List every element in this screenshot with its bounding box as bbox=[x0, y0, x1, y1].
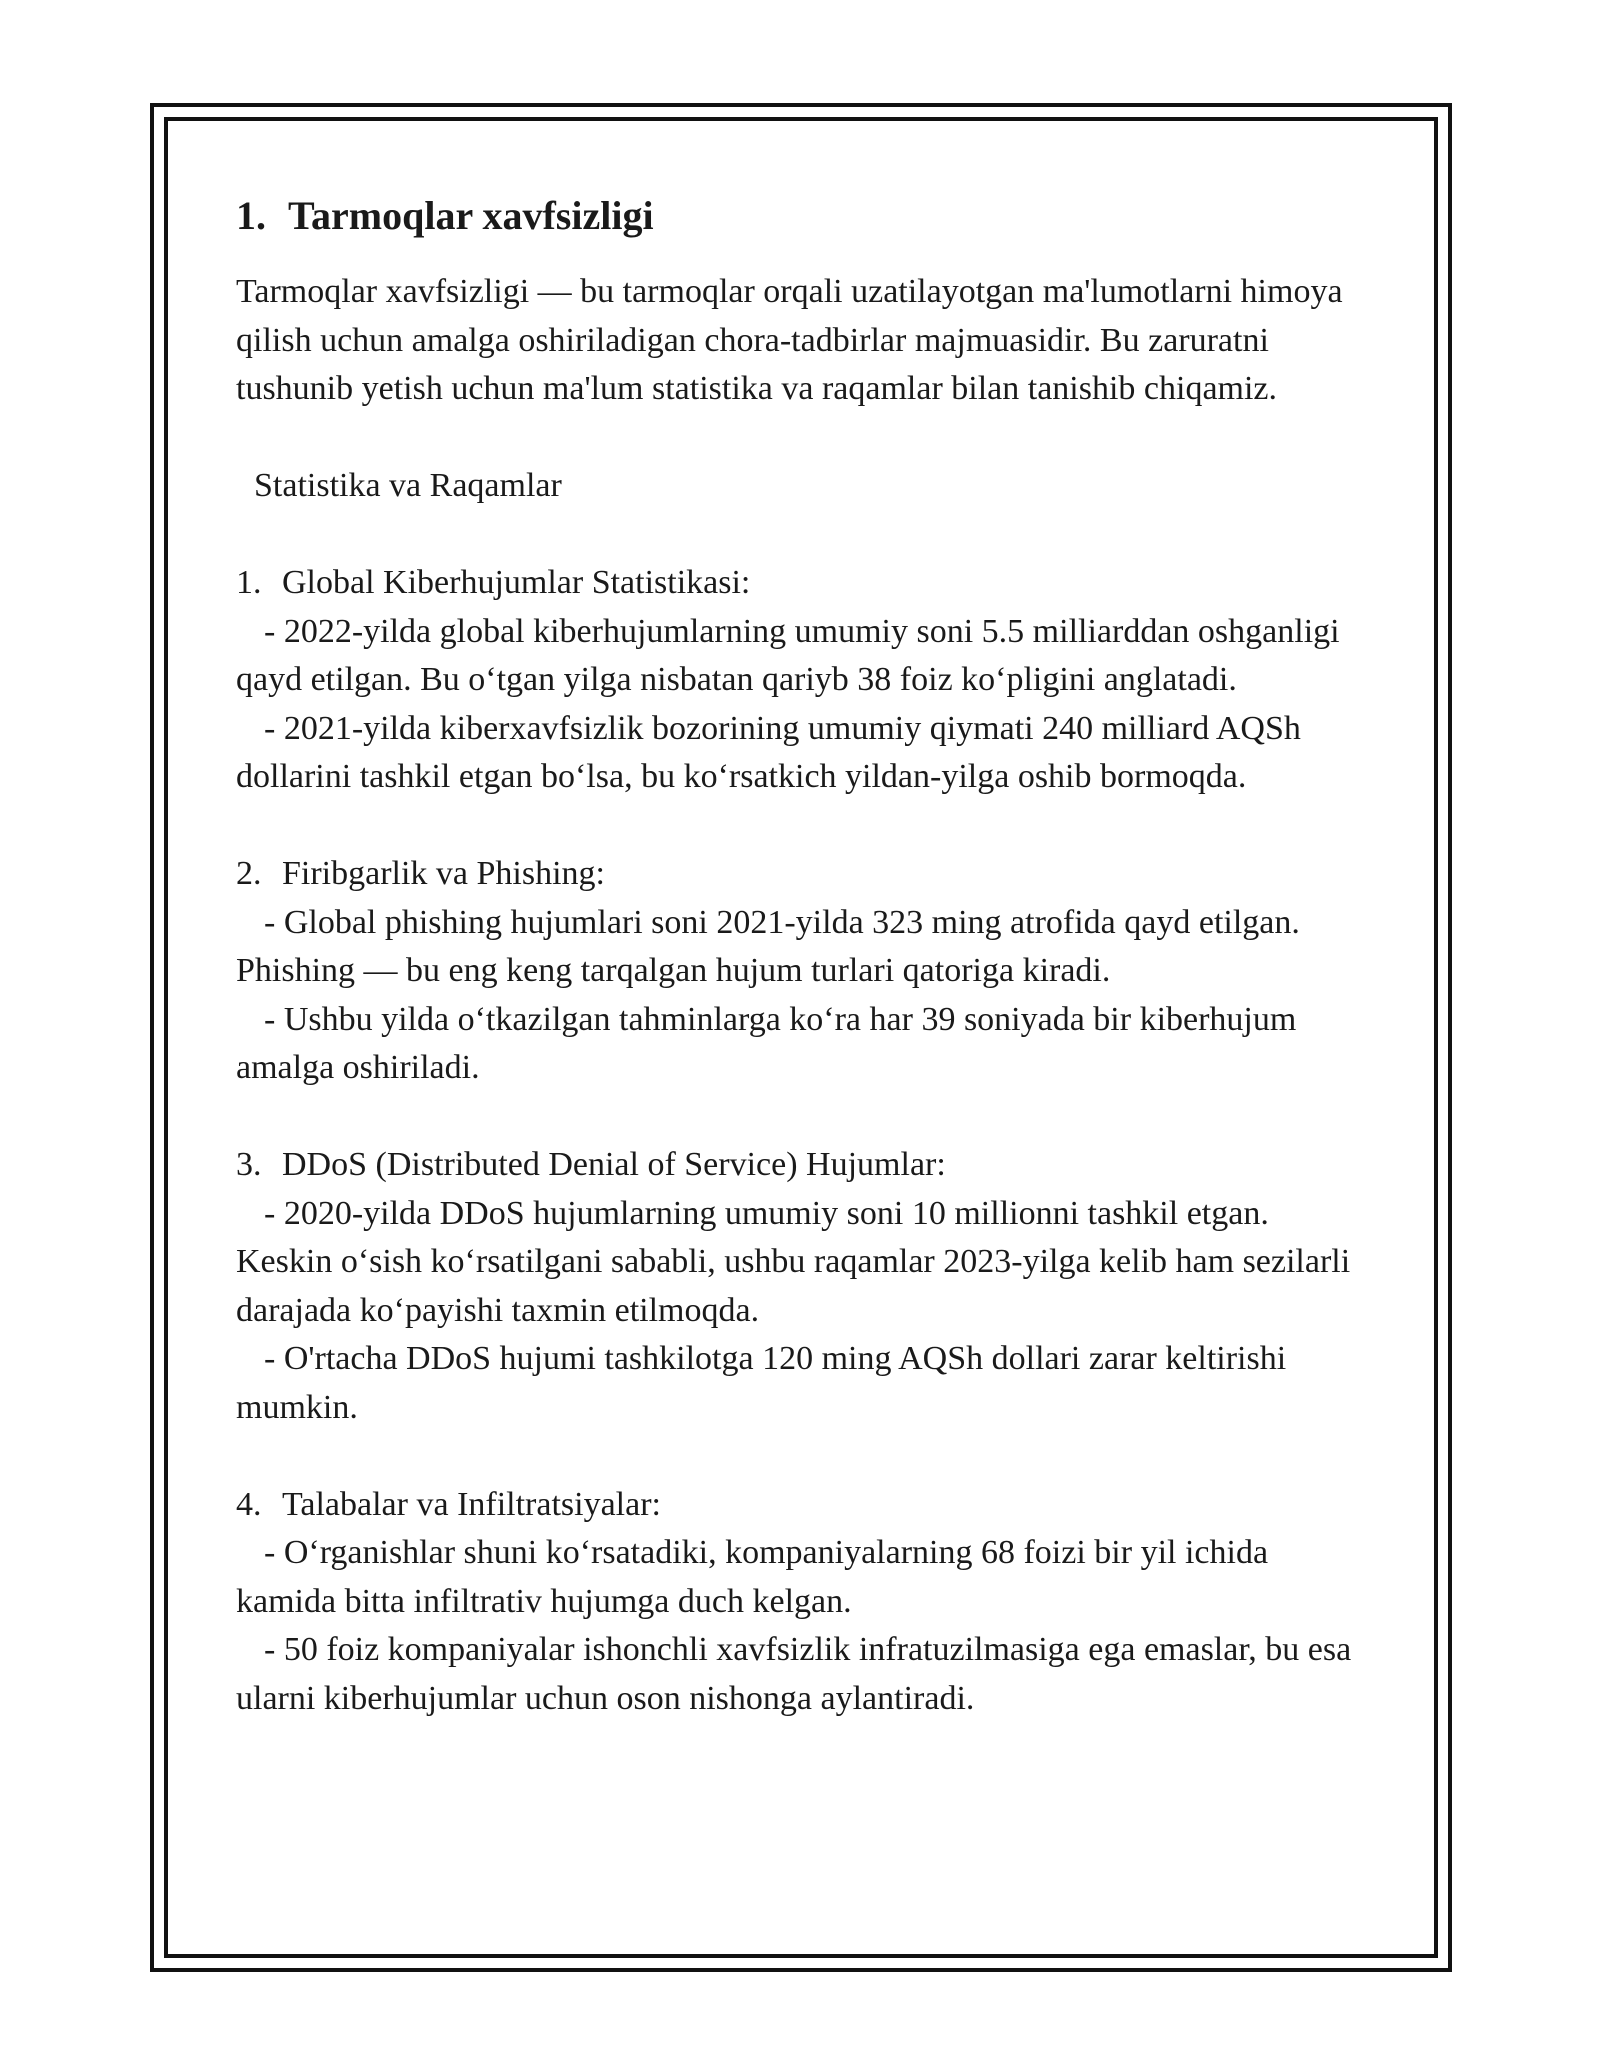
stat-section-number: 4. bbox=[236, 1485, 262, 1523]
statistics-subtitle: Statistika va Raqamlar bbox=[254, 467, 562, 504]
stat-section-title-text: Talabalar va Infiltratsiyalar: bbox=[282, 1485, 661, 1523]
stat-section-title-text: Global Kiberhujumlar Statistikasi: bbox=[282, 564, 751, 601]
spacer bbox=[236, 1093, 1366, 1142]
stat-section-title bbox=[236, 1481, 1366, 1530]
stat-bullet: - 2022-yilda global kiberhujumlarning umumiy soni 5.5 milliarddan oshganligi qayd etilgan. Bu o‘tgan yilga nisbatan qariyb 38 foiz ko‘pligini anglatadi. bbox=[236, 612, 1340, 698]
stat-section-1 bbox=[236, 559, 1366, 802]
stat-section-3 bbox=[236, 1141, 1366, 1432]
document-body bbox=[236, 190, 1366, 1723]
heading-number: 1. bbox=[236, 193, 266, 238]
section-heading bbox=[236, 190, 1366, 242]
intro-paragraph: Tarmoqlar xavfsizligi — bu tarmoqlar orqali uzatilayotgan ma'lumotlarni himoya qilish uchun amalga oshiriladigan chora-tadbirlar majmuasidir. Bu zaruratni tushunib yetish uchun ma'lum statistika va raqamlar bilan tanishib chiqamiz. bbox=[236, 273, 1343, 407]
stat-section-2 bbox=[236, 850, 1366, 1093]
stat-bullet: - Ushbu yilda o‘tkazilgan tahminlarga ko‘ra har 39 soniyada bir kiberhujum amalga oshiriladi. bbox=[236, 1000, 1297, 1086]
stat-section-number: 1. bbox=[236, 564, 262, 601]
stat-section-number: 3. bbox=[236, 1146, 262, 1183]
stat-bullet: - Global phishing hujumlari soni 2021-yilda 323 ming atrofida qayd etilgan. Phishing — bu eng keng tarqalgan hujum turlari qatoriga kiradi. bbox=[236, 903, 1300, 989]
stat-bullet: - O'rtacha DDoS hujumi tashkilotga 120 ming AQSh dollari zarar keltirishi mumkin. bbox=[236, 1340, 1287, 1426]
spacer bbox=[236, 802, 1366, 851]
stat-section-4 bbox=[236, 1481, 1366, 1724]
spacer bbox=[236, 511, 1366, 560]
spacer bbox=[236, 414, 1366, 463]
stat-section-title-text: DDoS (Distributed Denial of Service) Hujumlar: bbox=[282, 1146, 946, 1183]
stat-section-number: 2. bbox=[236, 855, 262, 892]
stat-section-title bbox=[236, 850, 1366, 899]
stat-bullet: - 2020-yilda DDoS hujumlarning umumiy soni 10 millionni tashkil etgan. Keskin o‘sish ko‘rsatilgani sababli, ushbu raqamlar 2023-yilga kelib ham sezilarli darajada ko‘payishi taxmin etilmoqda. bbox=[236, 1194, 1351, 1329]
heading-title: Tarmoqlar xavfsizligi bbox=[288, 193, 654, 238]
stat-bullet: - 50 foiz kompaniyalar ishonchli xavfsizlik infratuzilmasiga ega emaslar, bu esa ularni kiberhujumlar uchun oson nishonga aylantiradi. bbox=[236, 1631, 1352, 1717]
stat-bullet: - O‘rganishlar shuni ko‘rsatadiki, kompaniyalarning 68 foizi bir yil ichida kamida bitta infiltrativ hujumga duch kelgan. bbox=[236, 1534, 1269, 1620]
stat-section-title-text: Firibgarlik va Phishing: bbox=[282, 855, 605, 892]
stat-section-title bbox=[236, 559, 1366, 608]
stat-section-title bbox=[236, 1141, 1366, 1190]
spacer bbox=[236, 1432, 1366, 1481]
stat-bullet: - 2021-yilda kiberxavfsizlik bozorining umumiy qiymati 240 milliard AQSh dollarini tashkil etgan bo‘lsa, bu ko‘rsatkich yildan-yilga oshib bormoqda. bbox=[236, 709, 1301, 795]
